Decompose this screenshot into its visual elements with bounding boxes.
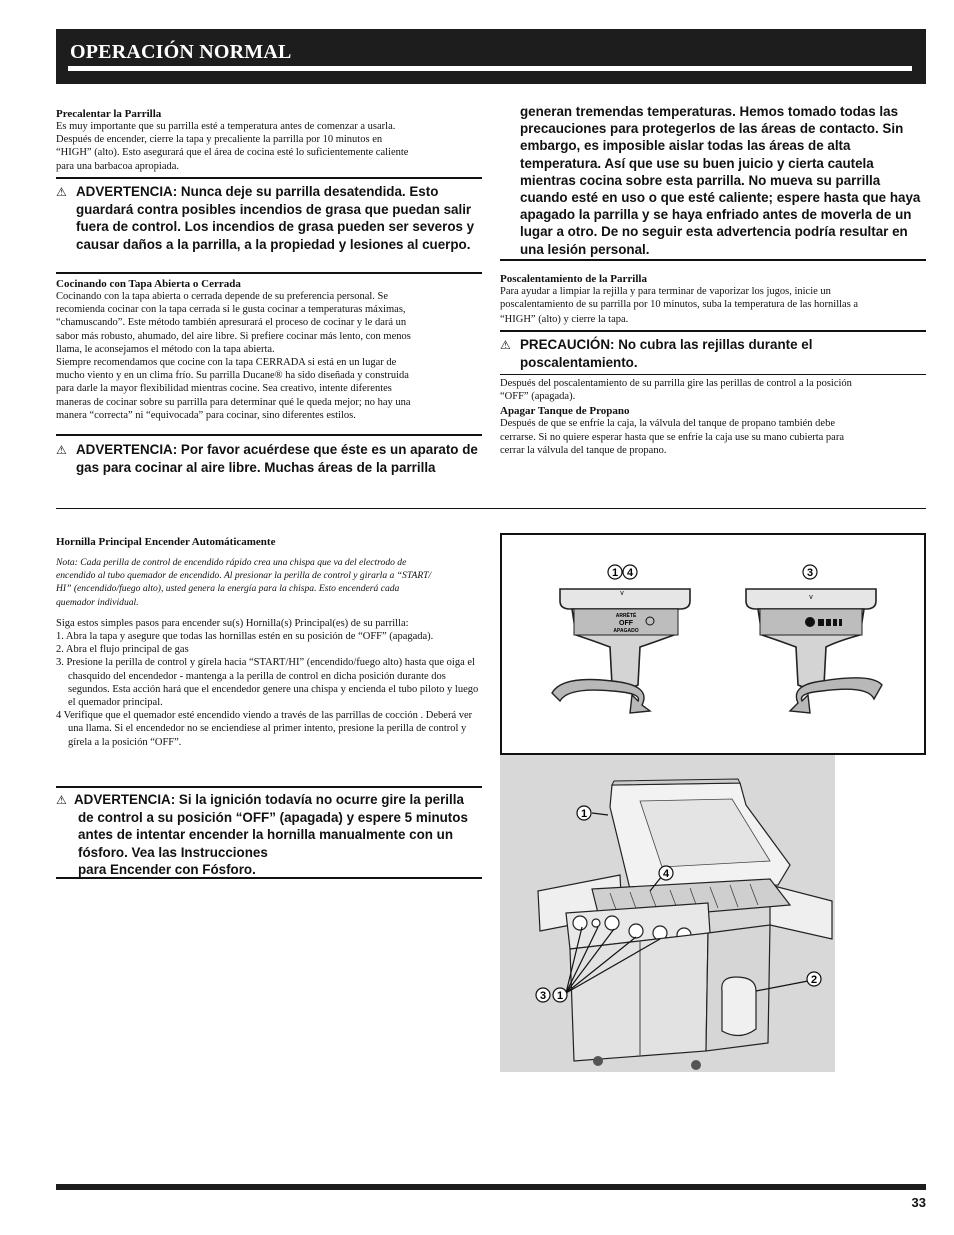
grill-callout-4-burner [659, 866, 673, 880]
ignition-intro: Siga estos simples pasos para encender su(s) Hornilla(s) Principal(es) de su parrilla: [56, 617, 409, 629]
postheat-section [500, 273, 926, 327]
grill-callout-label: 4 [662, 868, 670, 880]
warning-text: ADVERTENCIA: Si la ignición todavía no ocurre gire la perilla [74, 792, 464, 807]
header-rule [68, 66, 912, 71]
after-line: “OFF” (apagada). [500, 391, 576, 403]
warning-icon: ⚠ [56, 443, 67, 457]
ignition-step: 1. Abra la tapa y asegure que todas las hornillas estén en su posición de “OFF” (apagada). [56, 631, 434, 643]
caution-text: PRECAUCIÓN: No cubra las rejillas durante el poscalentamiento. [520, 337, 813, 371]
page-header [56, 29, 926, 84]
page-title: OPERACIÓN NORMAL [70, 41, 292, 63]
after-postheat-section [500, 377, 926, 457]
svg-text:v: v [620, 590, 624, 597]
preheat-heading: Precalentar la Parrilla [56, 108, 162, 120]
preheat-section [56, 108, 484, 173]
ignition-heading: Hornilla Principal Encender Automáticamente [56, 536, 276, 548]
lid-line: manera “correcta” ni “equivocada” para cocinar, sino diferentes estilos. [56, 409, 356, 421]
lid-line: Cocinando con la tapa abierta o cerrada depende de su preferencia personal. Se [56, 291, 389, 302]
callout-3-label: 3 [806, 567, 814, 579]
postheat-heading: Poscalentamiento de la Parrilla [500, 273, 647, 285]
knob-start-position [746, 589, 882, 713]
grill-callout-label: 2 [810, 974, 818, 986]
knob-off-position [552, 589, 690, 713]
divider [56, 177, 482, 179]
note-line: encendido al tubo quemador de encendido. Al presionar la perilla de control y girarla a “START/ [56, 570, 432, 582]
divider [500, 259, 926, 261]
grill-callout-label: 1 [580, 808, 588, 820]
ignition-step: 2. Abra el flujo principal de gas [56, 644, 189, 656]
postheat-line: poscalentamiento de su parrilla por 10 minutos, suba la temperatura de las hornillas a [500, 299, 859, 311]
warning-icon: ⚠ [500, 338, 511, 352]
section-divider [56, 508, 926, 509]
warning-icon: ⚠ [56, 793, 67, 807]
note-line: HI” (encendido/fuego alto), usted genera la energía para la chispa. Esto encenderá cada [56, 583, 400, 595]
footer-bar [56, 1184, 926, 1190]
knob-illustration [502, 535, 924, 753]
note-line: quemador individual. [56, 596, 139, 608]
svg-text:4: 4 [626, 567, 634, 579]
after-line: Después del poscalentamiento de su parrilla gire las perillas de control a la posición [500, 378, 852, 389]
warning-text: de control a su posición “OFF” (apagada) y espere 5 minutos antes de intentar encender la hornilla manualmente con un fósforo. Vea las Instrucciones [78, 810, 468, 860]
grill-callout-1-lid [577, 806, 591, 820]
propane-line: cerrar la válvula del tanque de propano. [500, 444, 667, 456]
lid-heading: Cocinando con Tapa Abierta o Cerrada [56, 278, 241, 290]
ignition-step: 3. Presione la perilla de control y gírela hacia “START/HI” (encendido/fuego alto) hasta que oiga el chasquido del encendedor - mantenga a la perilla de control en dicha posición durante dos segundos. Esta acción hará que el encendedor genere una chispa y encienda el tubo piloto y luego el quemador principal. [56, 657, 479, 709]
grill-callout-3-1-knobs [536, 988, 567, 1002]
postheat-line: Para ayudar a limpiar la rejilla y para terminar de vaporizar los jugos, inicie un [500, 286, 831, 297]
lid-line: llama, le aconsejamos el método con la tapa abierta. [56, 343, 275, 355]
preheat-line: Es muy importante que su parrilla esté a temperatura antes de comenzar a usarla. [56, 121, 396, 132]
warning-gas-appliance-continued: generan tremendas temperaturas. Hemos tomado todas las precauciones para protegerlos de las áreas de contacto. Sin embargo, es imposible aislar todas las áreas de alta temperatura. Así que use su buen juicio y cierta cautela mientras cocina sobre esta parrilla. No mueva su parrilla cuando esté en uso o que esté caliente; espere hasta que haya apagado la parrilla y se haya enfriado antes de moverla de un lugar a otro. De no seguir esta advertencia podría resultar en una lesión personal. [520, 104, 921, 257]
lid-line: “chamuscando”. Este método también apresurará el proceso de cocinar y le dará un [56, 317, 407, 329]
grill-callout-label: 3 [539, 990, 547, 1002]
ignition-section [56, 536, 484, 749]
grill-illustration [500, 755, 835, 1072]
preheat-line: Después de encender, cierre la tapa y precaliente la parrilla por 10 minutos en [56, 134, 383, 146]
ignition-note [56, 556, 484, 609]
warning-unattended [56, 183, 484, 253]
callout-3 [803, 565, 817, 579]
knob-figure [500, 533, 926, 755]
preheat-line: “HIGH” (alto). Esto asegurará que el área de cocina esté lo suficientemente caliente [56, 147, 409, 159]
knob-text-arrete: ARRÊTÉ [615, 613, 637, 619]
preheat-line: para una barbacoa apropiada. [56, 160, 180, 172]
propane-line: Después de que se enfríe la caja, la válvula del tanque de propano también debe [500, 418, 835, 430]
page-number: 33 [911, 1195, 926, 1210]
lid-line: mucho viento y en un clima frío. Su parrilla Ducane® ha sido diseñada y construida [56, 370, 409, 382]
warning-text: ADVERTENCIA: Por favor acuérdese que éste es un aparato de gas para cocinar al aire libre. Muchas áreas de la parrilla [76, 442, 478, 476]
divider [500, 330, 926, 332]
divider [500, 374, 926, 375]
knob-text-apagado: APAGADO [613, 628, 639, 634]
svg-text:1: 1 [611, 567, 619, 579]
lid-line: sabor más robusto, ahumado, del aire libre. Si prefiere cocinar más lento, con menos [56, 330, 411, 342]
grill-callout-label: 1 [556, 990, 564, 1002]
warning-text: ADVERTENCIA: Nunca deje su parrilla desatendida. Esto guardará contra posibles incendios de grasa que puedan salir fuera de control. Los incendios de grasa pueden ser severos y causar daños a la parrilla, a la propiedad y lesiones al cuerpo. [76, 184, 475, 252]
knob-text-off: OFF [619, 620, 633, 627]
propane-heading: Apagar Tanque de Propano [500, 405, 630, 418]
divider [56, 877, 482, 879]
svg-text:v: v [809, 594, 813, 601]
grill-callout-2-tank [807, 972, 821, 986]
divider [56, 272, 482, 274]
caution-postheat [500, 336, 900, 371]
grill-figure [500, 755, 835, 1072]
divider [56, 786, 482, 788]
note-line: Nota: Cada perilla de control de encendido rápido crea una chispa que va del electrodo de [56, 557, 407, 568]
warning-text: para Encender con Fósforo. [78, 861, 256, 877]
callout-1-4 [608, 565, 637, 579]
divider [56, 434, 482, 436]
lid-line: maneras de cocinar sobre su parrilla para determinar qué le queda mejor; no hay una [56, 396, 411, 408]
lid-line: recomienda cocinar con la tapa cerrada si le gusta cocinar a temperaturas máximas, [56, 304, 406, 316]
ignition-step: 4 Verifique que el quemador esté encendido viendo a través de las parrillas de cocción . Deberá ver una llama. Si el encendedor no se enciendiese al primer intento, presione la perilla de control y gírela a la posición “OFF”. [56, 710, 473, 748]
postheat-line: “HIGH” (alto) y cierre la tapa. [500, 314, 629, 326]
lid-section [56, 278, 484, 422]
warning-ignition [56, 791, 482, 878]
warning-icon: ⚠ [56, 185, 67, 199]
lid-line: para darle la mayor flexibilidad mientras cocine. Sea creativo, intente diferentes [56, 383, 392, 395]
propane-line: cerrarse. Si no quiere esperar hasta que se enfríe la caja use su mano cubierta para [500, 431, 844, 443]
warning-gas-appliance [56, 441, 496, 476]
lid-line: Siempre recomendamos que cocine con la tapa CERRADA si está en un lugar de [56, 357, 397, 369]
